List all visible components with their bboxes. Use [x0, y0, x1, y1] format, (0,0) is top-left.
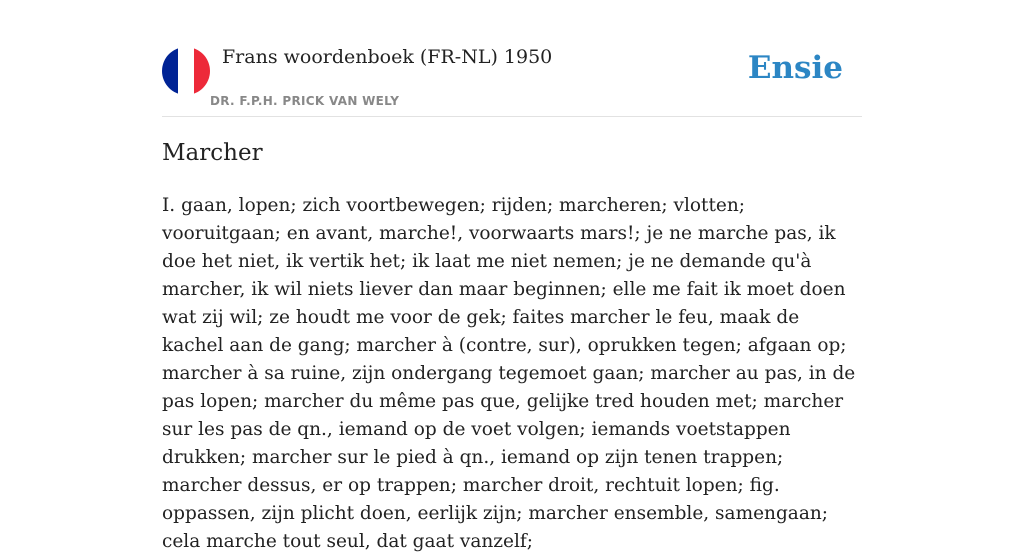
dictionary-title[interactable]: Frans woordenboek (FR-NL) 1950: [222, 46, 553, 68]
dictionary-header: [162, 0, 862, 117]
france-flag-icon: [162, 47, 210, 95]
flag-stripe-blue: [162, 47, 178, 95]
entry-headword: Marcher: [162, 140, 263, 166]
ensie-logo[interactable]: Ensie: [747, 50, 843, 86]
flag-stripe-white: [178, 47, 194, 95]
dictionary-author: DR. F.P.H. PRICK VAN WELY: [210, 94, 400, 108]
dictionary-card: [162, 0, 862, 552]
flag-stripe-red: [194, 47, 210, 95]
entry-definition: I. gaan, lopen; zich voortbewegen; rijden; marcheren; vlotten; vooruitgaan; en avant, marche!, voorwaarts mars!; je ne marche pas, ik doe het niet, ik vertik het; ik laat me niet nemen; je ne demande qu'à marcher, ik wil niets liever dan maar beginnen; elle me fait ik moet doen wat zij wil; ze houdt me voor de gek; faites marcher le feu, maak de kachel aan de gang; marcher à (contre, sur), oprukken tegen; afgaan op; marcher à sa ruine, zijn ondergang tegemoet gaan; marcher au pas, in de pas lopen; marcher du même pas que, gelijke tred houden met; marcher sur les pas de qn., iemand op de voet volgen; iemands voetstappen drukken; marcher sur le pied à qn., iemand op zijn tenen trappen; marcher dessus, er op trappen; marcher droit, rechtuit lopen; fig. oppassen, zijn plicht doen, eerlijk zijn; marcher ensemble, samengaan; cela marche tout seul, dat gaat vanzelf;: [162, 195, 856, 552]
